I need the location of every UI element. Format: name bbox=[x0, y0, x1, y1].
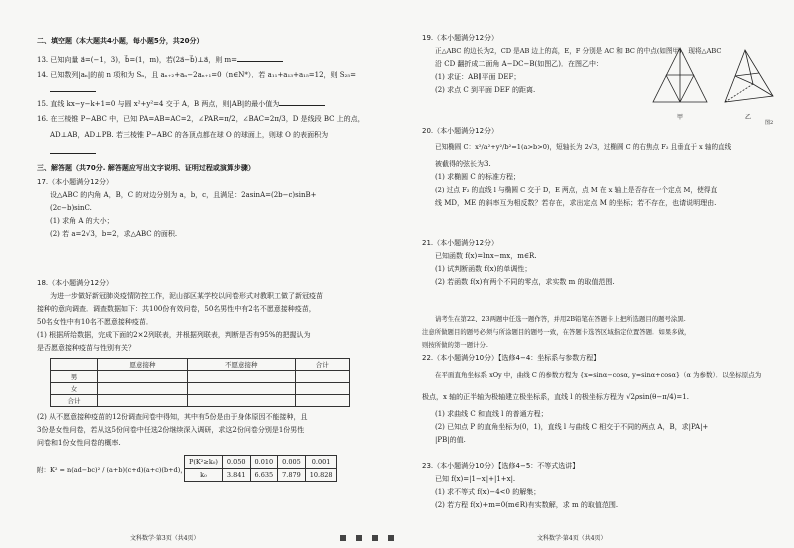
table-row-label: 合计 bbox=[51, 395, 98, 407]
question-23-header: 23.（本小题满分10分）【选修4−5：不等式选讲】 bbox=[422, 462, 580, 470]
question-18-part1: (1) 根据所给数据，完成下面的2×2列联表，并根据列联表，判断是否有95%的把握认为 bbox=[37, 331, 311, 339]
question-19-part2: (2) 求点 C 到平面 DEF 的距离. bbox=[435, 86, 536, 94]
table-row bbox=[51, 359, 350, 371]
table-row-label: 女 bbox=[51, 383, 98, 395]
question-22-header: 22.（本小题满分10分）【选修4−4：坐标系与参数方程】 bbox=[422, 354, 601, 362]
table-cell: 0.005 bbox=[278, 456, 306, 469]
question-17-line2: (2c−b)sinC. bbox=[50, 204, 92, 212]
triangle-figures bbox=[645, 44, 780, 126]
question-22-part2-line1: (2) 已知点 P 的直角坐标为(0，1)，直线 l 与曲线 C 相交于不同的两点 A，B，求|PA|+ bbox=[435, 423, 709, 431]
answer-blank[interactable] bbox=[50, 146, 96, 154]
table-cell[interactable] bbox=[295, 371, 350, 383]
question-20-line1: 已知椭圆 C：x²/a²+y²/b²=1(a>b>0)，短轴长为 2√3，过椭圆 C 的右焦点 F₂ 且垂直于 x 轴的直线 bbox=[435, 143, 732, 151]
table-cell: 7.879 bbox=[278, 469, 306, 482]
question-17-header: 17.（本小题满分12分） bbox=[37, 178, 114, 186]
question-20-part1: (1) 求椭圆 C 的标准方程； bbox=[435, 173, 520, 181]
table-cell: 10.828 bbox=[305, 469, 337, 482]
table-row bbox=[51, 371, 350, 383]
table-cell[interactable] bbox=[295, 395, 350, 407]
table-row-label: 男 bbox=[51, 371, 98, 383]
question-14 bbox=[37, 71, 356, 80]
question-19-line2: 沿 CD 翻折成二面角 A−DC−B(如图乙)．在图乙中： bbox=[435, 60, 604, 68]
answer-blank[interactable] bbox=[237, 54, 283, 62]
right-page-footer: 文科数学·第4页（共4页） bbox=[537, 535, 607, 542]
figure-label-fig2: 图2 bbox=[765, 120, 774, 126]
elective-note-line1: 请考生在第22、23两题中任选一题作答，并用2B铅笔在答题卡上把所选题目的题号涂黑. bbox=[435, 315, 686, 323]
table-cell[interactable] bbox=[187, 383, 295, 395]
question-23-part1: (1) 求不等式 f(x)−4<0 的解集； bbox=[435, 488, 541, 496]
section-3-title: 三、解答题（共70分. 解答题应写出文字说明、证明过程或演算步骤） bbox=[37, 164, 255, 172]
question-22-line1: 在平面直角坐标系 xOy 中，曲线 C 的参数方程为 {x=sinα−cosα, y=sinα+cosα}（α 为参数）．以坐标原点为 bbox=[435, 371, 762, 379]
table-row bbox=[185, 456, 337, 469]
question-18-line1: 为进一步做好新冠肺炎疫情防控工作，泥山部区某学校以问卷形式对教职工做了新冠疫苗 bbox=[50, 292, 323, 300]
question-13 bbox=[37, 54, 283, 65]
registration-mark bbox=[356, 535, 362, 541]
contingency-table bbox=[50, 358, 350, 407]
question-18-line3: 50名女性中有10名不愿意接种疫苗． bbox=[37, 318, 153, 326]
registration-mark bbox=[372, 535, 378, 541]
table-header-cell: 不愿意接种 bbox=[187, 359, 295, 371]
table-cell: 0.050 bbox=[222, 456, 250, 469]
question-18-line2: 接种的意向调查．调查数据如下：共100份有效问卷，50名男性中有2名不愿意接种疫苗， bbox=[37, 305, 316, 313]
question-22-line2: 极点，x 轴的正半轴为极轴建立极坐标系，直线 l 的极坐标方程为 √2ρsin(θ−π/4)=1. bbox=[422, 393, 689, 401]
question-16-line1: 16. 在三棱锥 P−ABC 中，已知 PA=AB=AC=2，∠PAR=π/2，∠BAC=2π/3，D 是线段 BC 上的点， bbox=[37, 115, 365, 123]
table-cell[interactable] bbox=[98, 371, 188, 383]
question-18-part2-line3: 问卷和1份女性问卷的概率. bbox=[37, 439, 121, 447]
question-22-part1: (1) 求曲线 C 和直线 l 的普通方程； bbox=[435, 410, 548, 418]
question-20-header: 20.（本小题满分12分） bbox=[422, 127, 499, 135]
table-cell: P(K²≥k₀) bbox=[185, 456, 223, 469]
answer-blank[interactable] bbox=[279, 98, 325, 106]
figure-yi-tetrahedron bbox=[725, 50, 773, 102]
question-20-part2-line2: 线 MD，ME 的斜率互为相反数？若存在，求出定点 M 的坐标；若不存在，也请说明理由. bbox=[435, 199, 717, 207]
answer-blank[interactable] bbox=[50, 84, 96, 92]
question-16-text: AD⊥AB，AD⊥PB. 若三棱锥 P−ABC 的各顶点都在球 O 的球面上，则球 O 的表面积为 bbox=[50, 131, 329, 139]
question-14-blank-line bbox=[50, 84, 96, 95]
table-cell: 6.635 bbox=[250, 469, 278, 482]
table-cell: 0.010 bbox=[250, 456, 278, 469]
critical-value-table bbox=[184, 455, 337, 482]
question-20-line2: 被截得的弦长为3. bbox=[435, 160, 491, 168]
figure-label-jia: 甲 bbox=[677, 114, 684, 121]
question-17-part1: (1) 求角 A 的大小； bbox=[50, 217, 114, 225]
question-23-part2: (2) 若方程 f(x)+m=0(m∈R)有实数解，求 m 的取值范围. bbox=[435, 501, 619, 509]
table-row bbox=[51, 395, 350, 407]
figure-label-yi: 乙 bbox=[745, 114, 752, 121]
question-22-part2-line2: |PB|的值. bbox=[435, 436, 466, 444]
question-16-line2 bbox=[50, 131, 328, 140]
table-cell[interactable] bbox=[98, 383, 188, 395]
question-21-part2: (2) 若函数 f(x)有两个不同的零点，求实数 m 的取值范围. bbox=[435, 278, 615, 286]
table-header-cell: 愿意接种 bbox=[98, 359, 188, 371]
registration-mark bbox=[340, 535, 346, 541]
question-15 bbox=[37, 98, 325, 109]
question-21-part1: (1) 试判断函数 f(x)的单调性； bbox=[435, 265, 532, 273]
table-header-cell: 合计 bbox=[295, 359, 350, 371]
table-cell: 3.841 bbox=[222, 469, 250, 482]
elective-note-line3: 则按所做的第一题计分. bbox=[422, 341, 488, 349]
question-19-header: 19.（本小题满分12分） bbox=[422, 34, 499, 42]
table-cell[interactable] bbox=[187, 395, 295, 407]
question-16-blank-line bbox=[50, 146, 96, 157]
question-15-text: 15. 直线 kx−y−k+1=0 与圆 x²+y²=4 交于 A，B 两点，则|AB|的最小值为 bbox=[37, 100, 280, 108]
k-squared-formula: 附：K² = n(ad−bc)² / (a+b)(c+d)(a+c)(b+d)， bbox=[37, 466, 187, 474]
registration-mark bbox=[388, 535, 394, 541]
right-page bbox=[397, 0, 794, 548]
table-cell[interactable] bbox=[98, 395, 188, 407]
question-19-part1: (1) 求证：AB∥平面 DEF； bbox=[435, 73, 521, 81]
table-cell: k₀ bbox=[185, 469, 223, 482]
left-page-footer: 文科数学·第3页（共4页） bbox=[130, 535, 200, 542]
question-23-line1: 已知 f(x)=|1−x|+|1+x|. bbox=[435, 475, 516, 483]
table-cell: 0.001 bbox=[305, 456, 337, 469]
question-14-text: 14. 已知数列|aₙ|的前 n 项和为 Sₙ，且 aₙ₊₂+aₙ−2aₙ₊₁=0（n∈N*）．若 a₁₁+a₁₃+a₁₅=12，则 S₂₅= bbox=[37, 71, 357, 79]
table-row bbox=[51, 383, 350, 395]
elective-note-line2: 注意所做题目的题号必须与所涂题目的题号一致，在答题卡选答区域指定位置答题．如果多做， bbox=[422, 328, 691, 336]
table-header-cell bbox=[51, 359, 98, 371]
question-18-part1b: 是否愿意接种疫苗与性别有关？ bbox=[37, 344, 135, 352]
question-21-header: 21.（本小题满分12分） bbox=[422, 239, 499, 247]
section-2-title: 二、填空题（本大题共4小题，每小题5分，共20分） bbox=[37, 37, 204, 45]
question-13-text: 13. 已知向量 a⃗=(−1，3)，b⃗=(1，m)，若(2a⃗−b⃗)⊥a⃗，则 m= bbox=[37, 56, 237, 64]
question-18-header: 18.（本小题满分12分） bbox=[37, 279, 114, 287]
table-cell[interactable] bbox=[187, 371, 295, 383]
question-17-line1: 设△ABC 的内角 A，B，C 的对边分别为 a，b，c，且满足：2asinA=(2b−c)sinB+ bbox=[50, 191, 317, 199]
question-17-part2: (2) 若 a=2√3，b=2，求△ABC 的面积. bbox=[50, 230, 178, 238]
question-21-line1: 已知函数 f(x)=lnx−mx，m∈R. bbox=[435, 252, 537, 260]
question-20-part2-line1: (2) 过点 F₂ 的直线 l 与椭圆 C 交于 D，E 两点，点 M 在 x 轴上是否存在一个定点 M，使得直 bbox=[435, 186, 718, 194]
table-cell[interactable] bbox=[295, 383, 350, 395]
table-row bbox=[185, 469, 337, 482]
question-18-part2-line2: 3份是女性问卷，若从这5份问卷中任选2份继续深入调研，求这2份问卷分别是1份男性 bbox=[37, 426, 305, 434]
question-18-part2-line1: (2) 从不愿意接种疫苗的12份调查问卷中得知，其中有5份是由于身体原因不能接种，且 bbox=[37, 413, 308, 421]
question-19-line1: 正△ABC 的边长为2，CD 是AB 边上的高，E，F 分别是 AC 和 BC 的中点(如图甲)，现将△ABC bbox=[435, 47, 722, 55]
